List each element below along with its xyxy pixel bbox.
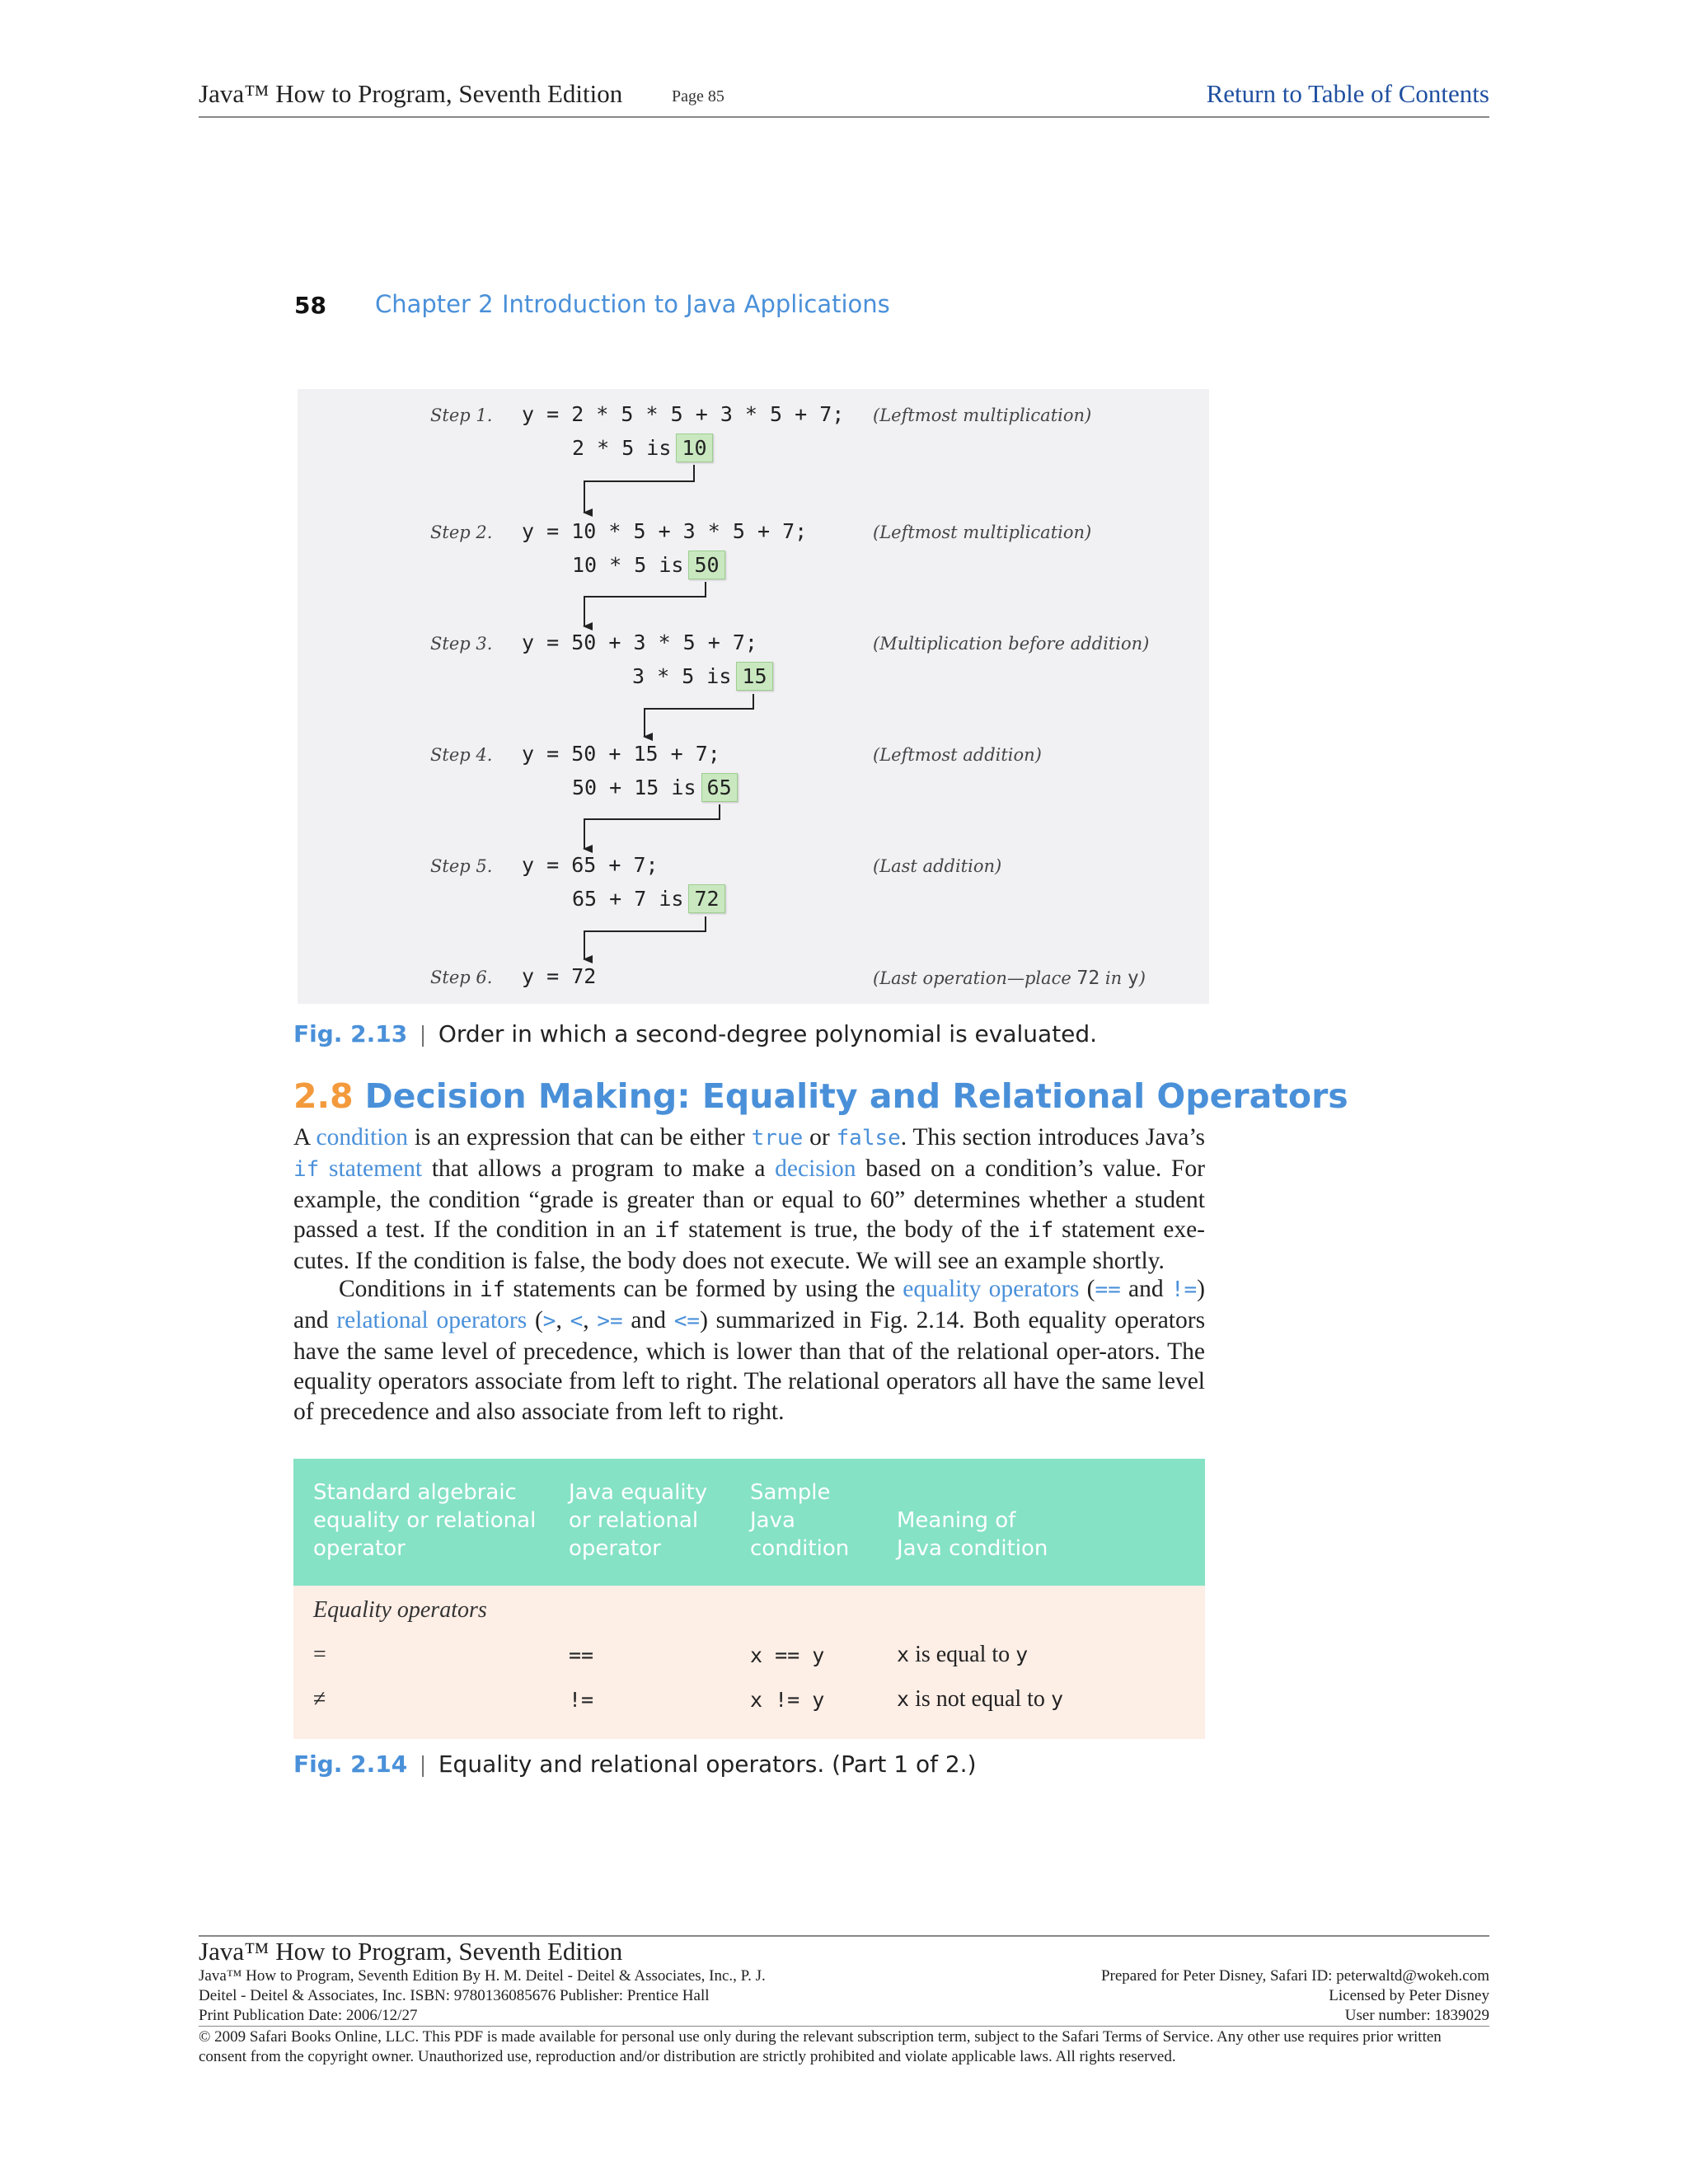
key-term-decision: decision: [775, 1155, 856, 1182]
header-divider: [199, 116, 1489, 118]
step-label: Step 1.: [430, 405, 493, 425]
step-note: (Leftmost multiplication): [873, 523, 1092, 542]
step-note: (Last operation—place 72 in y): [873, 968, 1146, 989]
cell-sample: x != y: [750, 1688, 825, 1712]
key-term-condition: condition: [316, 1124, 408, 1151]
cell-algebraic: =: [313, 1642, 326, 1667]
step-note: (Last addition): [873, 856, 1002, 876]
step-expression: y = 72: [522, 964, 597, 988]
step-note: (Leftmost addition): [873, 745, 1042, 765]
evaluation-arrows: [298, 389, 1209, 1004]
step-expression: y = 50 + 15 + 7;: [522, 742, 720, 766]
cell-sample: x == y: [750, 1643, 825, 1667]
section-title: Decision Making: Equality and Relational Operators: [364, 1076, 1348, 1116]
body-paragraph-2: Conditions in if statements can be formed by using the equality operators (== and !=) and relational operators (>, <, >= and <=) summarized in Fig. 2.14. Both equality operators have the same level of precedence, which is lower than that of the relational oper-ators. The equality operators associate from left to right. The relational operators all have the same level of precedence and also associate from left to right.: [293, 1276, 1206, 1426]
arrow-step-3: [645, 694, 753, 737]
cell-algebraic: ≠: [313, 1686, 326, 1712]
step-subexpression: 10 * 5 is 50: [572, 551, 725, 579]
caption-number: Fig. 2.14: [293, 1750, 408, 1778]
book-title: Java™ How to Program, Seventh Edition: [199, 79, 623, 108]
footer-publication-info: Java™ How to Program, Seventh Edition By H. M. Deitel - Deitel & Associates, Inc., P. J. Deitel - Deitel & Associates, Inc. ISBN: 9780136085676 Publisher: Prentice Hall Print Publication Date: 2006/12/27: [199, 1967, 766, 2024]
figure-2-14-caption: Fig. 2.14 | Equality and relational operators. (Part 1 of 2.): [293, 1750, 977, 1778]
step-note: (Leftmost multiplication): [873, 405, 1092, 425]
step-result: 10: [676, 434, 712, 462]
arrow-step-4: [584, 804, 720, 849]
toc-link[interactable]: Return to Table of Contents: [1206, 79, 1489, 108]
step-result: 50: [688, 551, 724, 579]
footer-license-info: Prepared for Peter Disney, Safari ID: peterwaltd@wokeh.com Licensed by Peter Disney User number: 1839029: [1100, 1967, 1489, 2024]
cell-meaning: x is equal to y: [897, 1642, 1029, 1667]
footer-copyright: © 2009 Safari Books Online, LLC. This PDF is made available for personal use only during the relevant subscription term, subject to the Safari Terms of Service. Any other use requires prior written consent from the copyright owner. Unauthorized use, reproduction and/or distribution are strictly prohibited and violate applicable laws. All rights reserved.: [199, 2028, 1442, 2065]
cell-java-operator: !=: [569, 1688, 594, 1712]
step-label: Step 2.: [430, 523, 493, 542]
step-expression: y = 10 * 5 + 3 * 5 + 7;: [522, 519, 808, 543]
cell-meaning: x is not equal to y: [897, 1686, 1063, 1712]
page-number: 58: [294, 292, 326, 319]
caption-number: Fig. 2.13: [293, 1020, 408, 1047]
arrow-step-2: [584, 582, 706, 626]
table-body: [293, 1586, 1205, 1739]
step-label: Step 6.: [430, 968, 493, 987]
operators-table: [293, 1459, 1205, 1739]
step-expression: y = 65 + 7;: [522, 853, 659, 877]
figure-2-13-caption: Fig. 2.13 | Order in which a second-degree polynomial is evaluated.: [293, 1020, 1098, 1047]
column-header-algebraic: Standard algebraic equality or relational operator: [313, 1480, 537, 1561]
cell-java-operator: ==: [569, 1643, 594, 1667]
figure-2-13-panel: [298, 389, 1209, 1004]
step-result: 72: [688, 884, 724, 913]
key-term-if-statement: statement: [319, 1155, 423, 1182]
step-expression: y = 2 * 5 * 5 + 3 * 5 + 7;: [522, 402, 845, 426]
step-result: 65: [701, 773, 738, 802]
caption-text: Equality and relational operators. (Part 1 of 2.): [438, 1750, 977, 1778]
caption-text: Order in which a second-degree polynomial is evaluated.: [438, 1020, 1098, 1047]
column-header-java-operator: Java equality or relational operator: [569, 1480, 708, 1561]
chapter-label: Chapter 2: [375, 290, 494, 318]
step-note: (Multiplication before addition): [873, 634, 1150, 654]
step-label: Step 4.: [430, 745, 493, 765]
arrow-step-5: [584, 916, 706, 959]
step-result: 15: [736, 662, 772, 691]
step-subexpression: 65 + 7 is 72: [572, 884, 725, 913]
step-subexpression: 50 + 15 is 65: [572, 773, 738, 802]
arrow-step-1: [584, 465, 694, 513]
table-group-label: Equality operators: [313, 1597, 487, 1623]
key-term-relational-operators: relational operators: [336, 1306, 528, 1333]
step-expression: y = 50 + 3 * 5 + 7;: [522, 630, 757, 654]
table-header: [293, 1459, 1205, 1586]
footer-book-title: Java™ How to Program, Seventh Edition: [199, 1937, 623, 1966]
key-term-equality-operators: equality operators: [903, 1276, 1080, 1302]
step-label: Step 3.: [430, 634, 493, 654]
section-heading: [293, 1076, 1348, 1116]
section-number: 2.8: [293, 1076, 354, 1116]
page-label: Page 85: [672, 87, 724, 105]
body-paragraph-1: A condition is an expression that can be either true or false. This section introduces Java’s if statement that allows a program to make a decision based on a condition’s value. For example, the condition “grade is greater than or equal to 60” determines whether a student passed a test. If the condition in an if statement is true, the body of the if statement exe-cutes. If the condition is false, the body does not execute. We will see an example shortly.: [293, 1124, 1206, 1275]
column-header-meaning: Meaning of Java condition: [897, 1508, 1048, 1561]
step-subexpression: 3 * 5 is 15: [632, 662, 773, 691]
column-header-sample: Sample Java condition: [750, 1480, 850, 1561]
step-subexpression: 2 * 5 is 10: [572, 434, 713, 462]
chapter-title: Introduction to Java Applications: [502, 290, 890, 318]
step-label: Step 5.: [430, 856, 493, 876]
footer-divider-2: [199, 2026, 1489, 2027]
